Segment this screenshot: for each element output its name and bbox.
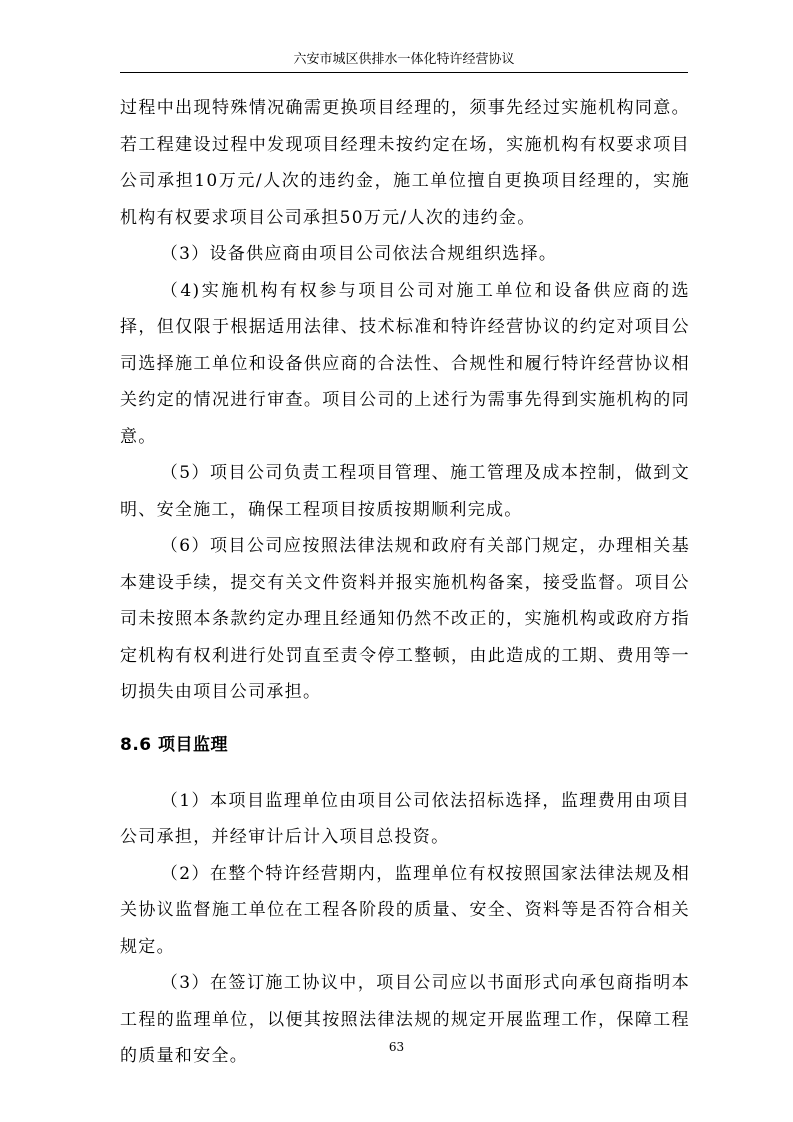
paragraph-item-5: （5）项目公司负责工程项目管理、施工管理及成本控制，做到文明、安全施工，确保工程项目按质按期顺利完成。 [120,463,690,520]
paragraph-item-6: （6）项目公司应按照法律法规和政府有关部门规定，办理相关基本建设手续，提交有关文件资料并报实施机构备案，接受监督。项目公司未按照本条款约定办理且经通知仍然不改正的，实施机构或政府方指定机构有权利进行处罚直至责令停工整顿，由此造成的工期、费用等一切损失由项目公司承担。 [120,536,690,702]
paragraph-supervision-2: （2）在整个特许经营期内，监理单位有权按照国家法律法规及相关协议监督施工单位在工程各阶段的质量、安全、资料等是否符合相关规定。 [120,863,690,957]
page-number: 63 [388,1040,405,1054]
document-body [120,90,690,1075]
section-heading: 8.6 项目监理 [120,734,229,755]
paragraph-supervision-3: （3）在签订施工协议中，项目公司应以书面形式向承包商指明本工程的监理单位，以便其按照法律法规的规定开展监理工作，保障工程的质量和安全。 [120,973,690,1066]
paragraph-continuation: 过程中出现特殊情况确需更换项目经理的，须事先经过实施机构同意。若工程建设过程中发现项目经理未按约定在场，实施机构有权要求项目公司承担10万元/人次的违约金，施工单位擅自更换项目经理的，实施机构有权要求项目公司承担50万元/人次的违约金。 [120,98,690,228]
paragraph-supervision-1: （1）本项目监理单位由项目公司依法招标选择，监理费用由项目公司承担，并经审计后计入项目总投资。 [120,790,690,847]
page-header-title: 六安市城区供排水一体化特许经营协议 [293,52,515,67]
paragraph-item-3: （3）设备供应商由项目公司依法合规组织选择。 [160,244,558,264]
paragraph-item-4: （4)实施机构有权参与项目公司对施工单位和设备供应商的选择，但仅限于根据适用法律、技术标准和特许经营协议的约定对项目公司选择施工单位和设备供应商的合法性、合规性和履行特许经营协议相关约定的情况进行审查。项目公司的上述行为需事先得到实施机构的同意。 [120,280,690,447]
header-rule [120,72,688,73]
